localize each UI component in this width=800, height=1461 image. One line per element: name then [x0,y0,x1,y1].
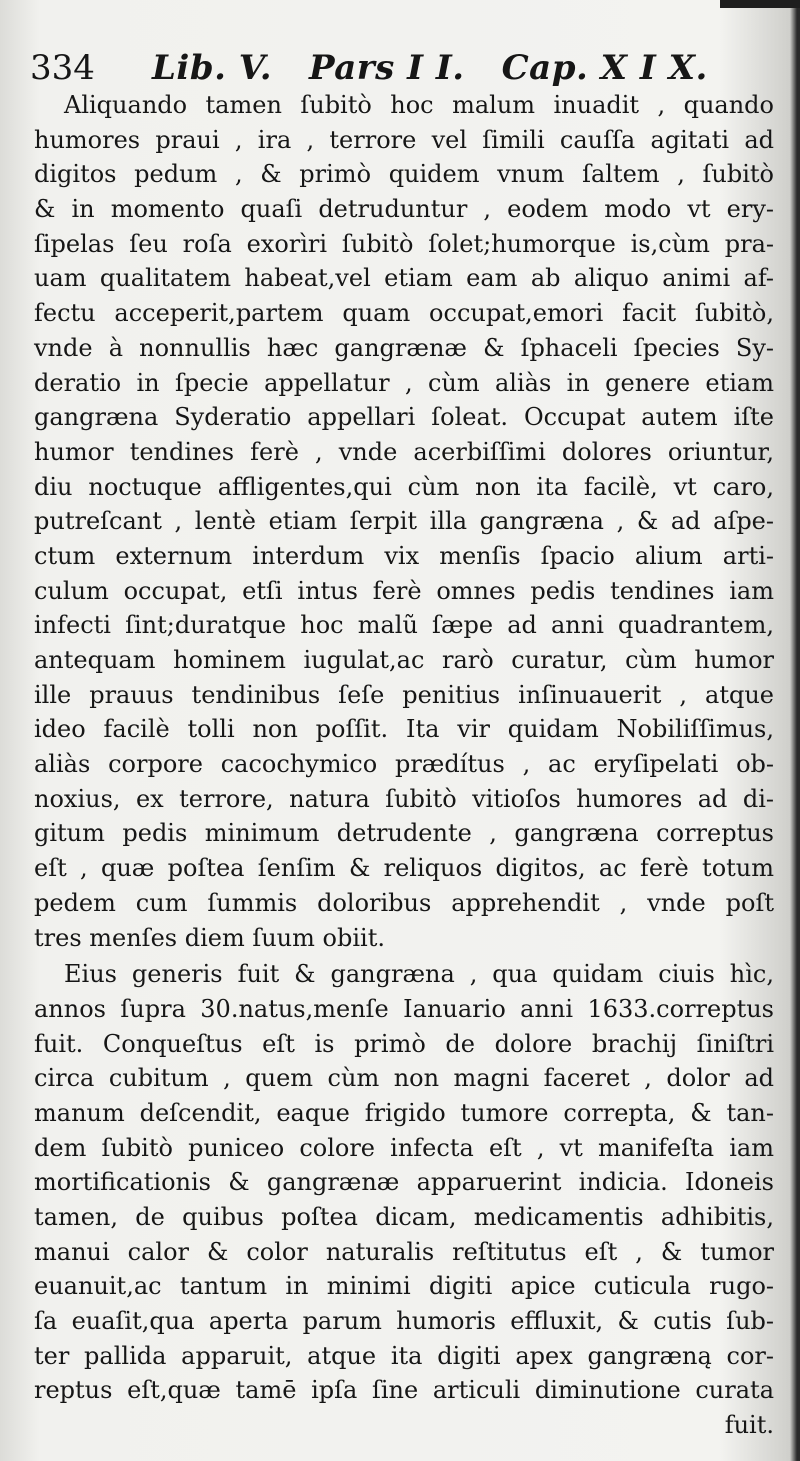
text-line: circa cubitum , quem cùm non magni faceret , dolor ad [34,1064,774,1093]
text-line: culum occupat, etſi intus ferè omnes pedis tendines iam [34,576,774,605]
text-line: putreſcant , lentè etiam ſerpit illa gangræna , & ad aſpe- [34,507,774,536]
text-line: gangræna Syderatio appellari ſoleat. Occupat autem iſte [34,403,774,432]
running-header [30,46,770,90]
body-text [34,88,774,1443]
text-line: vnde à nonnullis hæc gangrænæ & ſphaceli ſpecies Sy- [34,333,774,362]
text-line: euanuit,ac tantum in minimi digiti apice cuticula rugo- [34,1272,774,1301]
text-line: ctum externum interdum vix menſis ſpacio alium arti- [34,541,774,570]
page-number: 334 [30,48,95,88]
text-line: ille prauus tendinibus ſeſe penitius inſinuauerit , atque [34,680,774,709]
text-line: noxius, ex terrore, natura ſubitò vitioſos humores ad di- [34,784,774,813]
text-line: pedem cum ſummis doloribus apprehendit , vnde poſt [34,888,774,917]
text-line: ſipelas ſeu roſa exorìri ſubitò ſolet;humorque is,cùm pra- [34,229,774,258]
text-line: reptus eſt,quæ tamē ipſa ſine articuli diminutione curata [34,1376,774,1405]
text-line: tres menſes diem ſuum obiit. [34,923,385,952]
text-line: humor tendines ferè , vnde acerbiſſimi dolores oriuntur, [34,437,774,466]
page-edge-shadow [720,0,800,8]
paragraph-2 [34,957,774,1443]
text-line: diu noctuque affligentes,qui cùm non ita facilè, vt caro, [34,472,774,501]
text-line: tamen, de quibus poſtea dicam, medicamentis adhibitis, [34,1203,774,1231]
text-line: fuit. Conqueſtus eſt is primò de dolore brachij ſiniſtri [34,1029,774,1058]
text-line: gitum pedis minimum detrudente , gangræna correptus [34,819,774,848]
text-line: ſa euaſit,qua aperta parum humoris effluxit, & cutis ſub- [34,1307,774,1336]
text-line: eſt , quæ poſtea ſenſim & reliquos digitos, ac ferè totum [34,854,774,883]
text-line: humores praui , ira , terrore vel ſimili cauſſa agitati ad [34,125,774,154]
text-line: mortificationis & gangrænæ apparuerint indicia. Idoneis [34,1168,774,1197]
text-line: fectu acceperit,partem quam occupat,emori facit ſubitò, [34,299,774,328]
text-line: Eius generis fuit & gangræna , qua quidam ciuis hìc, [64,960,774,989]
text-line: ideo facilè tolli non poſſit. Ita vir quidam Nobiliſſimus, [34,715,774,744]
text-line: manum deſcendit, eaque frigido tumore correpta, & tan- [34,1098,774,1127]
text-line: digitos pedum , & primò quidem vnum ſaltem , ſubitò [34,160,774,189]
paragraph-1 [34,88,774,955]
text-line: antequam hominem iugulat,ac rarò curatur, cùm humor [34,646,774,674]
text-line: infecti ſint;duratque hoc malũ ſæpe ad anni quadrantem, [34,611,774,640]
text-line: uam qualitatem habeat,vel etiam eam ab aliquo animi af- [34,264,774,293]
text-line: fuit. [724,1411,774,1440]
text-line: manui calor & color naturalis reſtitutus eſt , & tumor [34,1237,774,1266]
text-line: annos ſupra 30.natus,menſe Ianuario anni 1633.correptus [34,994,774,1023]
text-line: & in momento quaſi detruduntur , eodem modo vt ery- [34,195,774,224]
running-title: Lib. V. Pars I I. Cap. X I X. [152,48,708,88]
text-line: dem ſubitò puniceo colore infecta eſt , vt manifeſta iam [34,1133,774,1162]
text-line: Aliquando tamen ſubitò hoc malum inuadit , quando [64,91,774,119]
text-line: aliàs corpore cacochymico prædítus , ac eryſipelati ob- [34,750,774,779]
text-line: deratio in ſpecie appellatur , cùm aliàs in genere etiam [34,368,774,397]
text-line: ter pallida apparuit, atque ita digiti apex gangræną cor- [34,1341,774,1370]
